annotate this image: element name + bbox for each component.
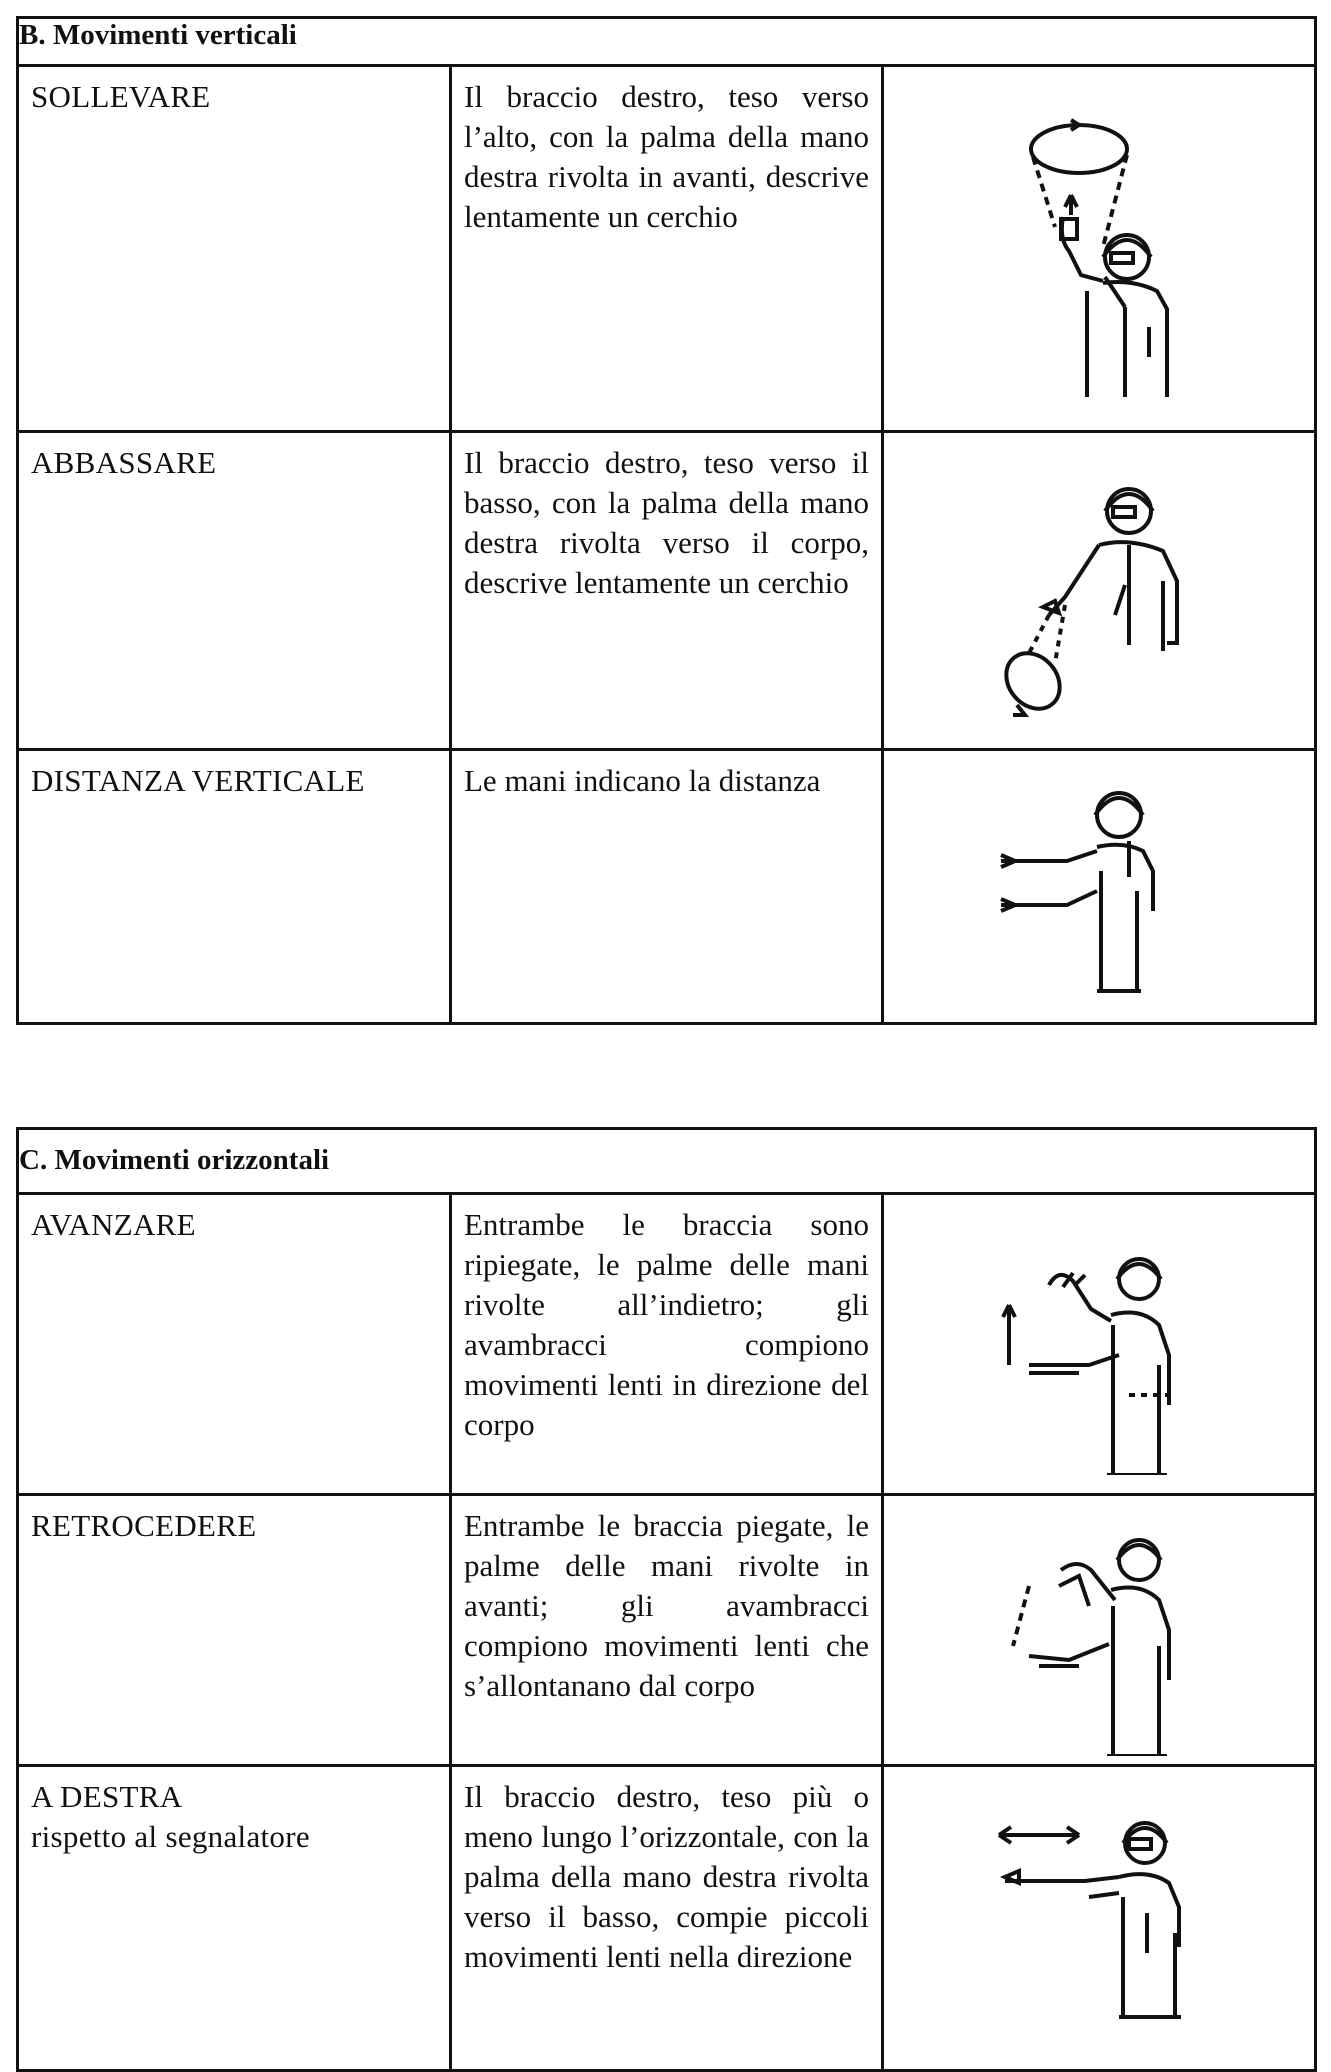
signal-subname: rispetto al segnalatore xyxy=(31,1819,310,1854)
table-row xyxy=(18,1194,1316,1495)
signal-figure-cell xyxy=(883,1495,1316,1766)
signal-name: RETROCEDERE xyxy=(31,1508,257,1543)
table-row xyxy=(18,1766,1316,2071)
signaler-advance-icon xyxy=(989,1245,1209,1475)
signal-name: DISTANZA VERTICALE xyxy=(31,763,365,798)
signaler-lower-circle-icon xyxy=(979,475,1219,735)
table-row xyxy=(18,432,1316,750)
signal-figure-cell xyxy=(883,432,1316,750)
signal-description: Il braccio destro, teso verso l’alto, con la palma della mano destra rivolta in avanti, descrive lentamente un cerchio xyxy=(464,79,869,234)
signal-name: ABBASSARE xyxy=(31,445,217,480)
section-title-vertical: B. Movimenti verticali xyxy=(18,18,1316,66)
signal-name: A DESTRA xyxy=(31,1779,183,1814)
table-horizontal-movements xyxy=(16,1127,1317,2072)
signaler-reverse-icon xyxy=(989,1526,1209,1756)
signaler-right-icon xyxy=(979,1793,1219,2023)
signal-figure-cell xyxy=(883,1194,1316,1495)
table-row xyxy=(18,66,1316,432)
table-vertical-movements xyxy=(16,16,1317,1025)
signal-figure-cell xyxy=(883,750,1316,1024)
signal-description: Entrambe le braccia piegate, le palme delle mani rivolte in avanti; gli avambracci compiono movimenti lenti che s’allontanano dal corpo xyxy=(464,1508,869,1703)
signal-name: AVANZARE xyxy=(31,1207,196,1242)
signal-description: Il braccio destro, teso più o meno lungo l’orizzontale, con la palma della mano destra rivolta verso il basso, compie piccoli movimenti lenti nella direzione xyxy=(464,1779,869,1974)
signal-figure-cell xyxy=(883,66,1316,432)
signal-figure-cell xyxy=(883,1766,1316,2071)
signal-description: Le mani indicano la distanza xyxy=(464,763,821,798)
signaler-raise-circle-icon xyxy=(999,97,1199,397)
signal-description: Il braccio destro, teso verso il basso, con la palma della mano destra rivolta verso il corpo, descrive lentamente un cerchio xyxy=(464,445,869,600)
signaler-vertical-distance-icon xyxy=(989,781,1209,1011)
signal-name-block xyxy=(19,1767,449,1857)
section-title-horizontal: C. Movimenti orizzontali xyxy=(18,1129,1316,1194)
signal-name: SOLLEVARE xyxy=(31,79,211,114)
signal-description: Entrambe le braccia sono ripiegate, le palme delle mani rivolte all’indietro; gli avambracci compiono movimenti lenti in direzione del corpo xyxy=(464,1207,869,1442)
table-row xyxy=(18,750,1316,1024)
table-row xyxy=(18,1495,1316,1766)
